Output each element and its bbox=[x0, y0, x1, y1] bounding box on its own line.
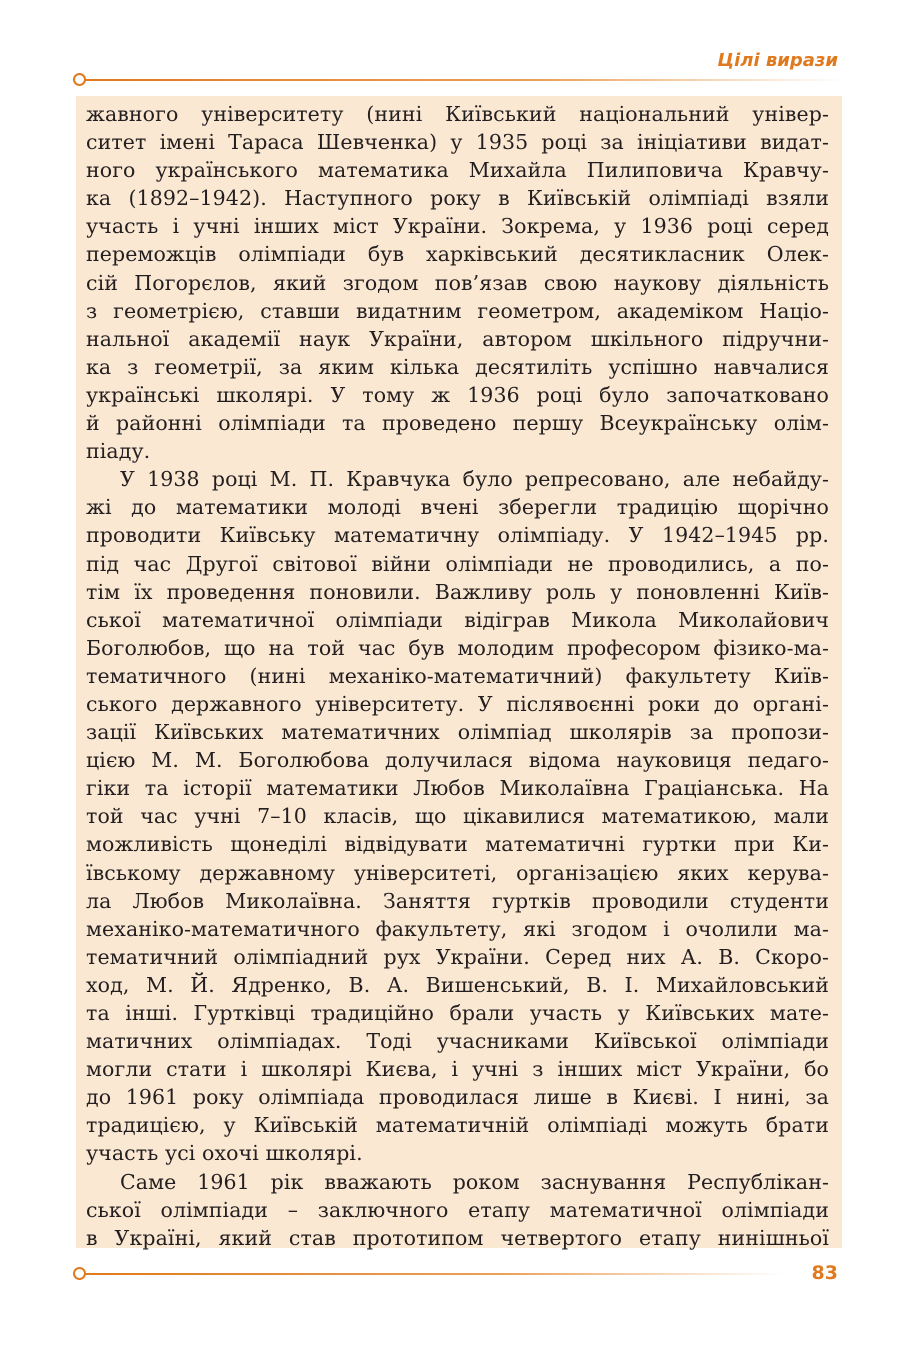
text-line: нальної академії наук України, автором шкільного підручни- bbox=[86, 326, 829, 351]
text-line: та інші. Гуртківці традиційно брали участь у Київських мате- bbox=[86, 1001, 829, 1025]
text-line: переможців олімпіади був харківський десятикласник Олек- bbox=[86, 242, 829, 267]
footer-circle-ornament bbox=[73, 1267, 86, 1280]
paragraph bbox=[86, 465, 829, 1167]
text-line: під час Другої світової війни олімпіади не проводились, а по- bbox=[86, 551, 829, 576]
paragraph bbox=[86, 100, 829, 465]
text-line: У 1938 році М. П. Кравчука було репресовано, але небайду- bbox=[120, 467, 829, 492]
text-line: з геометрією, ставши видатним геометром, академіком Націо- bbox=[86, 298, 829, 323]
text-line: жавного університету (нині Київський національний універ- bbox=[86, 102, 829, 126]
paragraph bbox=[86, 1168, 829, 1252]
text-line: ївському державному університеті, організацією яких керува- bbox=[86, 860, 829, 885]
text-line: ської математичної олімпіади відіграв Микола Миколайович bbox=[86, 607, 829, 632]
text-line: цією М. М. Боголюбова долучилася відома науковиця педаго- bbox=[86, 748, 829, 773]
text-line: до 1961 року олімпіада проводилася лише в Києві. І нині, за bbox=[86, 1085, 829, 1110]
text-line: тематичного (нині механіко-математичний) факультету Київ- bbox=[86, 663, 829, 688]
header-divider bbox=[84, 79, 844, 81]
text-line: той час учні 7–10 класів, що цікавилися математикою, мали bbox=[86, 804, 829, 829]
text-line: матичних олімпіадах. Тоді учасниками Київської олімпіади bbox=[86, 1029, 829, 1054]
text-line: Саме 1961 рік вважають роком заснування Республікан- bbox=[120, 1169, 829, 1194]
text-line: участь усі охочі школярі. bbox=[86, 1141, 363, 1166]
header-circle-ornament bbox=[73, 73, 86, 86]
text-line: ка з геометрії, за яким кілька десятиліть успішно навчалися bbox=[86, 354, 829, 379]
text-line: зації Київських математичних олімпіад школярів за пропози- bbox=[86, 720, 829, 745]
body-text bbox=[86, 100, 829, 1252]
text-line: ла Любов Миколаївна. Заняття гуртків проводили студенти bbox=[86, 888, 829, 913]
footer-divider bbox=[84, 1273, 784, 1275]
text-line: й районні олімпіади та проведено першу Всеукраїнську олім- bbox=[86, 411, 829, 436]
text-line: піаду. bbox=[86, 439, 151, 464]
text-line: жі до математики молоді вчені зберегли традицію щорічно bbox=[86, 495, 829, 520]
text-line: ситет імені Тараса Шевченка) у 1935 році за ініціативи видат- bbox=[86, 130, 829, 155]
text-line: ського державного університету. У післявоєнні роки до органі- bbox=[86, 691, 829, 716]
page-number: 83 bbox=[811, 1262, 838, 1284]
text-line: в Україні, який став прототипом четвертого етапу нинішньої bbox=[86, 1225, 829, 1250]
text-line: ка (1892–1942). Наступного року в Київській олімпіаді взяли bbox=[86, 186, 829, 211]
text-line: можливість щонеділі відвідувати математичні гуртки при Ки- bbox=[86, 832, 829, 857]
text-line: могли стати і школярі Києва, і учні з інших міст України, бо bbox=[86, 1057, 829, 1082]
text-line: гіки та історії математики Любов Миколаївна Граціанська. На bbox=[86, 776, 829, 801]
text-line: тематичний олімпіадний рух України. Серед них А. В. Скоро- bbox=[86, 944, 829, 969]
text-line: ход, М. Й. Ядренко, В. А. Вишенський, В. І. Михайловський bbox=[86, 972, 829, 997]
text-line: Боголюбов, що на той час був молодим професором фізико-ма- bbox=[86, 635, 829, 660]
text-line: механіко-математичного факультету, які згодом і очолили ма- bbox=[86, 916, 829, 941]
text-line: сій Погорєлов, який згодом пов’язав свою наукову діяльність bbox=[86, 270, 829, 295]
text-line: традицією, у Київській математичній олімпіаді можуть брати bbox=[86, 1113, 829, 1138]
section-title: Цілі вирази bbox=[717, 50, 838, 71]
text-line: ного українського математика Михайла Пилиповича Кравчу- bbox=[86, 158, 829, 183]
text-line: участь і учні інших міст України. Зокрема, у 1936 році серед bbox=[86, 214, 829, 239]
text-line: ської олімпіади – заключного етапу математичної олімпіади bbox=[86, 1197, 829, 1222]
text-line: українські школярі. У тому ж 1936 році було започатковано bbox=[86, 382, 829, 407]
text-line: тім їх проведення поновили. Важливу роль у поновленні Київ- bbox=[86, 579, 829, 604]
text-line: проводити Київську математичну олімпіаду. У 1942–1945 рр. bbox=[86, 523, 829, 548]
